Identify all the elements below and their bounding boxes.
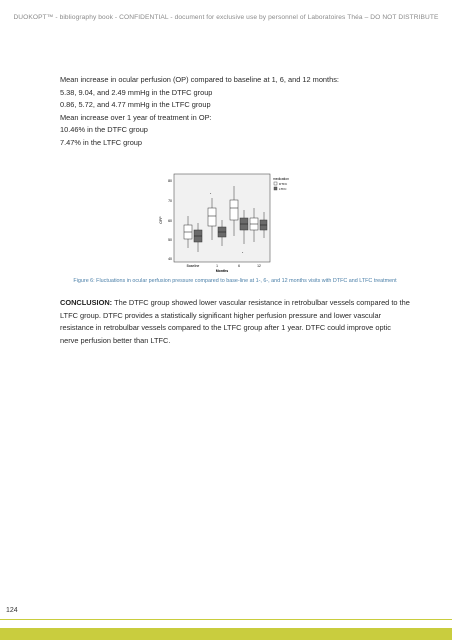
text-line: Mean increase over 1 year of treatment in OP: (60, 112, 212, 122)
conclusion-label: CONCLUSION: (60, 298, 113, 307)
legend-label: DTFC (279, 181, 288, 186)
footer-rule (0, 619, 452, 620)
y-tick-label: 70 (168, 199, 172, 203)
x-tick-label: 1 (216, 264, 218, 268)
conclusion-text: The DTFC group showed lower vascular resistance in retrobulbar vessels compared to the LTFC group. DTFC provides a statistically significant higher perfusion pressure and lower vascular resistance in retrobulbar vessels compared to the LTFC group after 1 year. DTFC could improve optic nerve perfusion better than LTFC. (60, 298, 410, 345)
y-tick-label: 40 (168, 257, 172, 261)
text-line: Mean increase in ocular perfusion (OP) compared to baseline at 1, 6, and 12 months: (60, 75, 339, 84)
outlier-mark: * (242, 251, 244, 255)
footer-bar (0, 628, 452, 640)
page-header: DUOKOPT™ - bibliography book - CONFIDENTIAL - document for exclusive use by personnel of Laboratoires Théa – DO NOT DISTRIBUTE (13, 14, 439, 21)
legend-swatch-dtfc (274, 182, 277, 185)
conclusion-paragraph (60, 297, 410, 347)
outlier-mark: * (210, 192, 212, 196)
results-text (60, 74, 410, 150)
x-tick-label: Baseline (186, 264, 200, 268)
legend-swatch-ltfc (274, 187, 277, 190)
legend-title: medication (273, 177, 289, 181)
text-line: 5.38, 9.04, and 2.49 mmHg in the DTFC group (60, 87, 213, 97)
boxplot-svg (158, 168, 298, 273)
y-tick-label: 50 (168, 238, 172, 242)
boxplot-figure (158, 168, 298, 273)
y-tick-label: 60 (168, 219, 172, 223)
y-axis-label: OPP (159, 216, 163, 224)
x-tick-label: 6 (238, 264, 240, 268)
page-number: 124 (6, 607, 18, 614)
x-axis-label: Months (215, 269, 229, 273)
legend-label: LTFC (279, 186, 287, 191)
x-tick-label: 12 (257, 264, 261, 268)
text-line: 0.86, 5.72, and 4.77 mmHg in the LTFC group (60, 100, 211, 110)
text-line: 10.46% in the DTFC group (60, 125, 148, 135)
figure-caption: Figure 6: Fluctuations in ocular perfusion pressure compared to base-line at 1-, 6-, and 12 months visits with DTFC and LTFC treatment (73, 278, 397, 284)
text-line: 7.47% in the LTFC group (60, 137, 143, 147)
y-tick-label: 80 (168, 179, 172, 183)
